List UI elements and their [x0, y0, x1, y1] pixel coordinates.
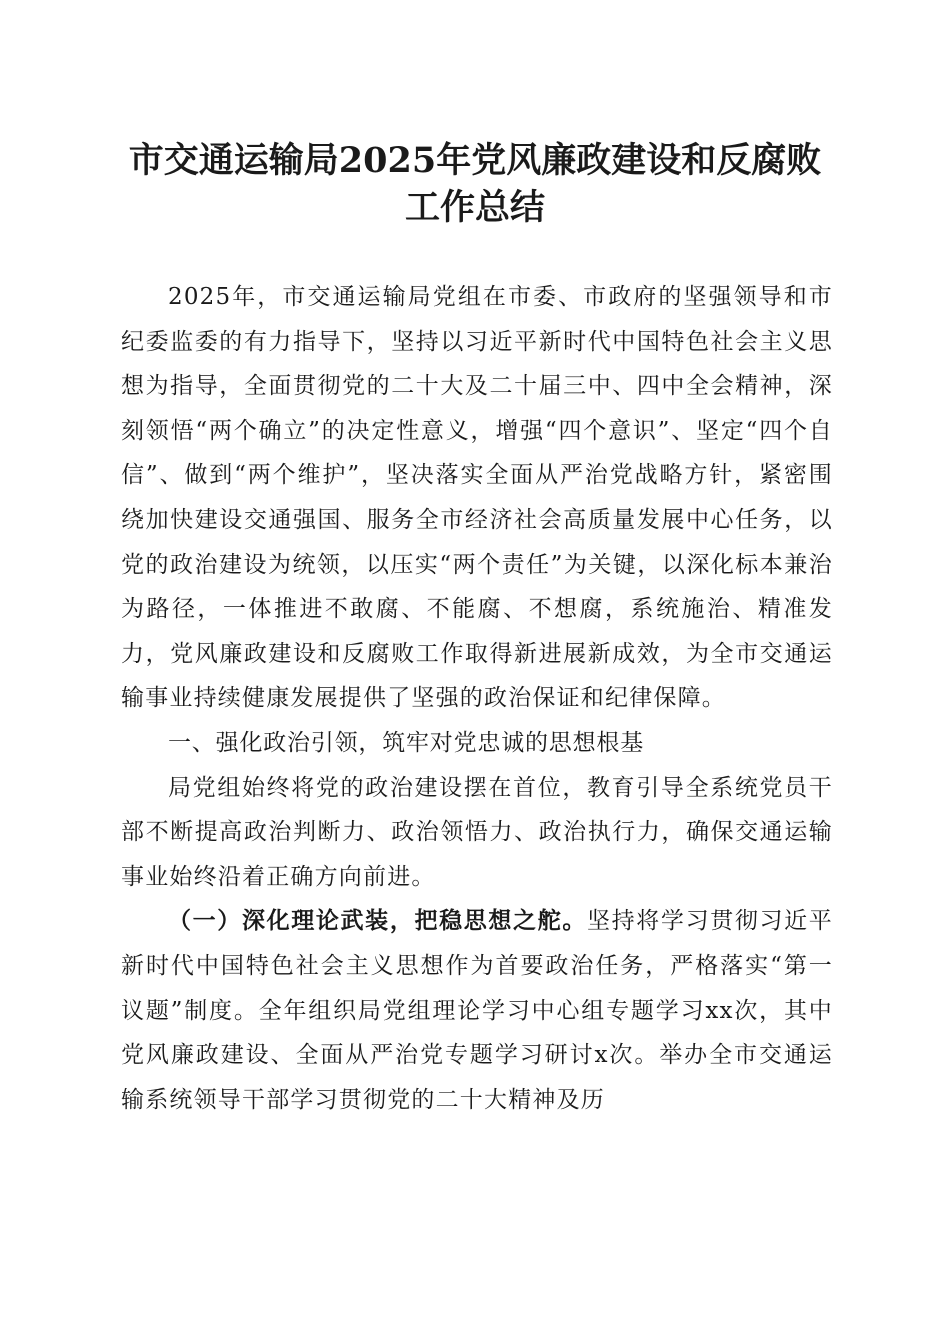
section1-heading: 一、强化政治引领，筑牢对党忠诚的思想根基 — [168, 729, 644, 756]
section1-intro-paragraph: 局党组始终将党的政治建设摆在首位，教育引导全系统党员干部不断提高政治判断力、政治领悟力、政治执行力，确保交通运输事业始终沿着正确方向前进。 — [121, 774, 833, 890]
document-body — [121, 275, 833, 1122]
subsection1-title: （一）深化理论武装，把稳思想之舵。 — [168, 908, 587, 935]
intro-paragraph: 2025年，市交通运输局党组在市委、市政府的坚强领导和市纪委监委的有力指导下，坚持以习近平新时代中国特色社会主义思想为指导，全面贯彻党的二十大及二十届三中、四中全会精神，深刻领悟“两个确立”的决定性意义，增强“四个意识”、坚定“四个自信”、做到“两个维护”，坚决落实全面从严治党战略方针，紧密围绕加快建设交通强国、服务全市经济社会高质量发展中心任务，以党的政治建设为统领，以压实“两个责任”为关键，以深化标本兼治为路径，一体推进不敢腐、不能腐、不想腐，系统施治、精准发力，党风廉政建设和反腐败工作取得新进展新成效，为全市交通运输事业持续健康发展提供了坚强的政治保证和纪律保障。 — [121, 284, 833, 712]
subsection1-text: 坚持将学习贯彻习近平新时代中国特色社会主义思想作为首要政治任务，严格落实“第一议题”制度。全年组织局党组理论学习中心组专题学习xx次，其中党风廉政建设、全面从严治党专题学习研讨x次。举办全市交通运输系统领导干部学习贯彻党的二十大精神及历 — [121, 908, 833, 1113]
document-title-line2: 工作总结 — [404, 187, 545, 228]
document-title-line1: 市交通运输局2025年党风廉政建设和反腐败 — [128, 140, 822, 181]
subsection1-paragraph — [121, 899, 833, 1122]
